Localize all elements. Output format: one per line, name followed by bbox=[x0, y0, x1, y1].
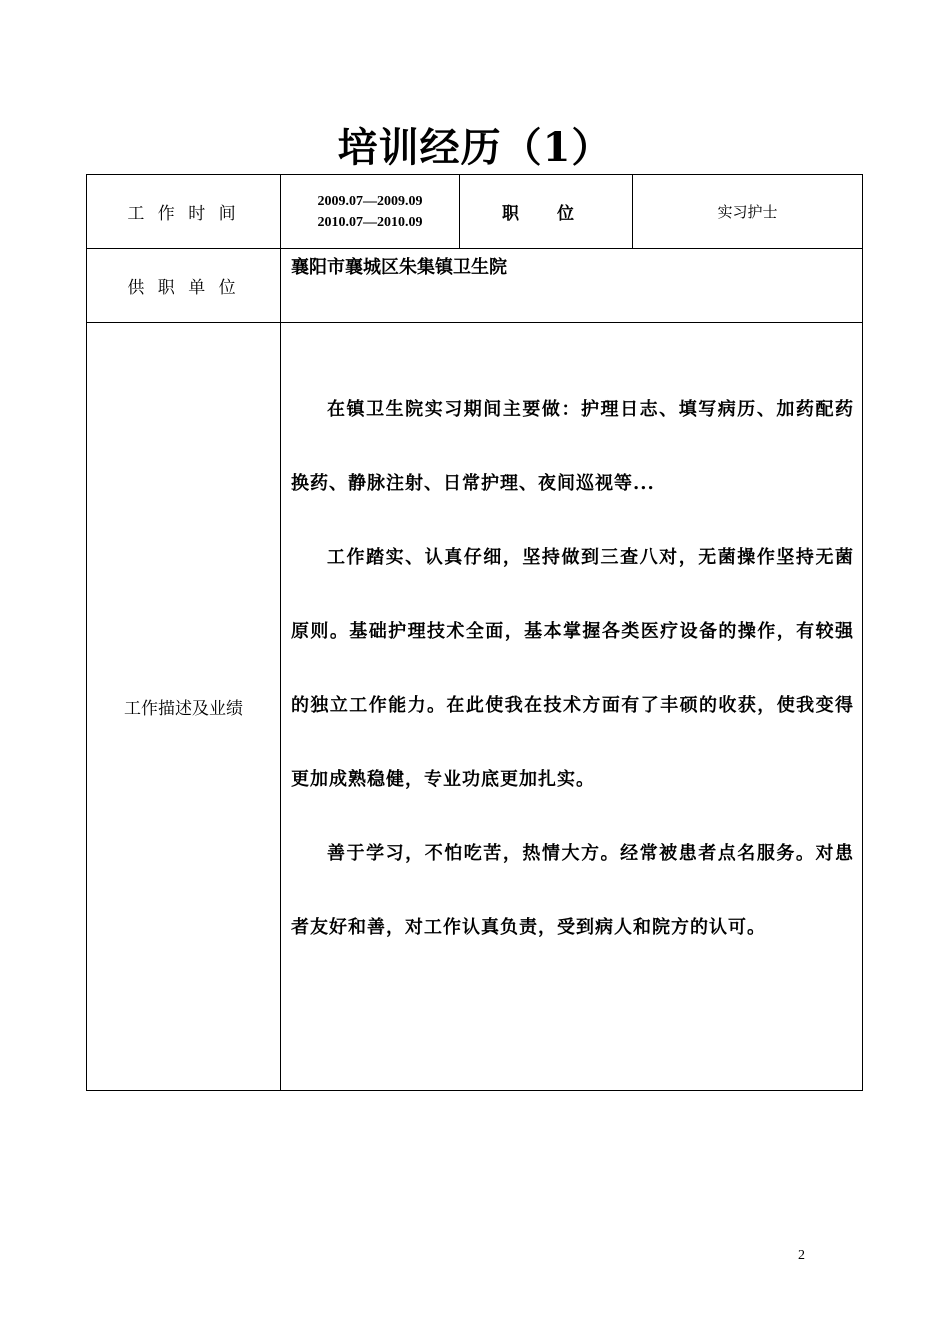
description-label: 工作描述及业绩 bbox=[87, 323, 281, 1091]
table-row bbox=[87, 323, 863, 1091]
position-label: 职 位 bbox=[460, 175, 633, 249]
work-period-1: 2009.07—2009.09 bbox=[317, 193, 423, 209]
position-value: 实习护士 bbox=[633, 175, 863, 249]
employer-label: 供 职 单 位 bbox=[87, 249, 281, 323]
training-table bbox=[86, 174, 863, 1091]
work-period-2: 2010.07—2010.09 bbox=[317, 214, 423, 230]
work-time-label: 工 作 时 间 bbox=[87, 175, 281, 249]
page-number: 2 bbox=[798, 1248, 805, 1263]
table-row bbox=[87, 249, 863, 323]
description-paragraph-1: 在镇卫生院实习期间主要做：护理日志、填写病历、加药配药换药、静脉注射、日常护理、夜间巡视等... bbox=[291, 399, 854, 494]
description-paragraph-2: 工作踏实、认真仔细，坚持做到三查八对，无菌操作坚持无菌原则。基础护理技术全面，基本掌握各类医疗设备的操作，有较强的独立工作能力。在此使我在技术方面有了丰硕的收获，使我变得更加成熟稳健，专业功底更加扎实。 bbox=[291, 547, 854, 790]
description-paragraph-3: 善于学习，不怕吃苦，热情大方。经常被患者点名服务。对患者友好和善，对工作认真负责，受到病人和院方的认可。 bbox=[291, 843, 854, 938]
description-cell bbox=[281, 323, 863, 1091]
page-title: 培训经历（1） bbox=[337, 124, 613, 171]
employer-value: 襄阳市襄城区朱集镇卫生院 bbox=[281, 249, 863, 323]
work-period-cell bbox=[281, 175, 460, 249]
table-row bbox=[87, 175, 863, 249]
